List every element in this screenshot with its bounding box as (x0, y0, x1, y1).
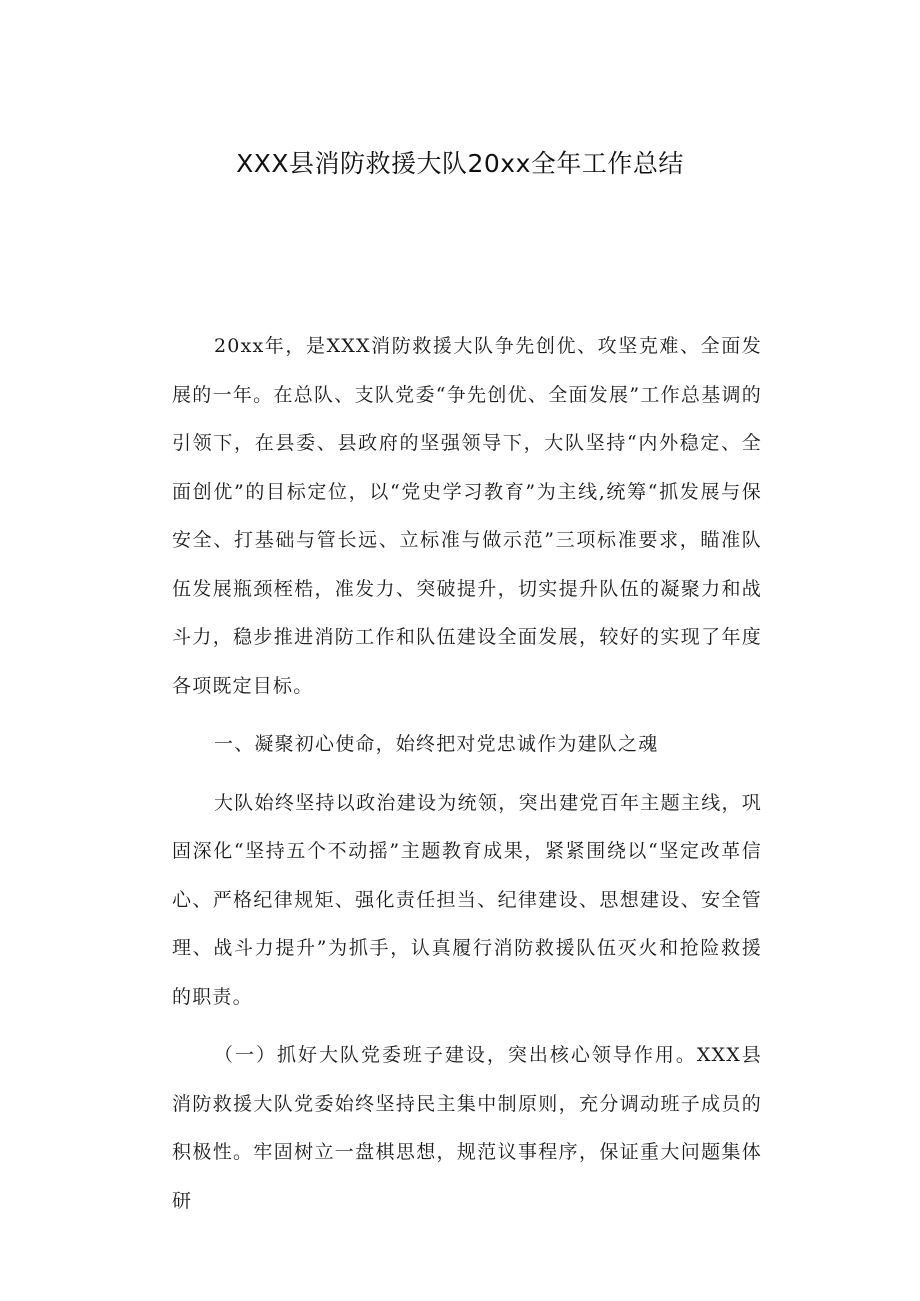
section-1-paragraph: 大队始终坚持以政治建设为统领，突出建党百年主题主线，巩固深化“坚持五个不动摇”主题教育成果，紧紧围绕以“坚定改革信心、严格纪律规矩、强化责任担当、纪律建设、思想建设、安全管理、战斗力提升”为抓手，认真履行消防救援队伍灭火和抢险救援的职责。 (172, 791, 762, 1008)
document-body (172, 322, 762, 1225)
section-heading-1: 一、凝聚初心使命，始终把对党忠诚作为建队之魂 (214, 733, 659, 755)
subsection-1-paragraph: （一）抓好大队党委班子建设，突出核心领导作用。XXX县消防救援大队党委始终坚持民主集中制原则，充分调动班子成员的积极性。牢固树立一盘棋思想，规范议事程序，保证重大问题集体研 (172, 1044, 762, 1212)
document-title: XXX县消防救援大队20xx全年工作总结 (236, 149, 684, 178)
intro-paragraph: 20xx年，是XXX消防救援大队争先创优、攻坚克难、全面发展的一年。在总队、支队党委“争先创优、全面发展”工作总基调的引领下，在县委、县政府的坚强领导下，大队坚持“内外稳定、全面创优”的目标定位，以“党史学习教育”为主线,统筹“抓发展与保安全、打基础与管长远、立标准与做示范”三项标准要求，瞄准队伍发展瓶颈桎梏，准发力、突破提升，切实提升队伍的凝聚力和战斗力，稳步推进消防工作和队伍建设全面发展，较好的实现了年度各项既定目标。 (172, 335, 762, 697)
